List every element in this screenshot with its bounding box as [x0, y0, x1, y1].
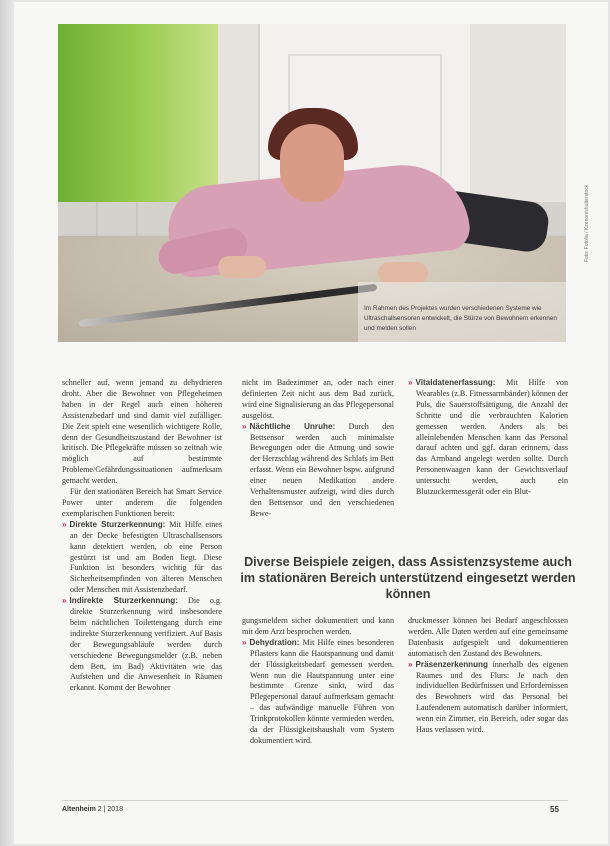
bullet-icon: » — [62, 519, 67, 529]
paragraph: druckmesser können bei Bedarf angeschlossen werden. Alle Daten werden auf eine gemeinsame Datenbasis aufgespielt und dokumentieren automatisch den Zustand des Bewohners. — [408, 616, 568, 658]
issue-number: 2 | 2018 — [97, 806, 123, 813]
photo-caption: Im Rahmen des Projektes wurden verschiedenen Systeme wie Ultraschallsensoren entwickelt, die Stürze von Bewohnern erkennen und melden sollen — [364, 305, 557, 332]
bullet-icon: » — [408, 378, 413, 387]
list-item-text: Mit Hilfe eines besonderen Pflasters kann die Hautspannung und damit der Flüssigkeitsbedarf gemessen werden. Wenn nun die Hautspannung unter eine bestimmte Grenze sinkt, wird das Pflegepersonal darauf aufmerksam gemacht – das aufwändige manuelle Führen von Trinkprotokollen könnte vermieden werden, da der Flüssigkeitshaushalt vom System dokumentiert wird. — [250, 637, 394, 745]
list-item-text: Mit Hilfe von Wearables (z.B. Fitnessarmbänder) können der Puls, die Sauerstoffsättigung, die Anzahl der Schritte und die verbrauchten Kalorien gemessen werden. Anders als bei alleinlebenden Menschen kann das Personal darauf achten und ggf. daran erinnern, dass das Armband angelegt werden sollte. Durch Personenwaagen kann der Gewichtsverlauf untersucht werden, auch ein Blutzuckermessgerät oder ein Blut- — [416, 378, 568, 497]
list-item-text: Durch den Bettsensor werden auch minimalste Bewegungen oder die Atmung und sowie der Herzschlag während des Schlafs im Bett erfasst. Wenn ein Bewohner bspw. aufgrund einer neuen Medikation andere Verhaltensmuster aufzeigt, wird dies durch den Bettsensor und den verschiedenen Bewe- — [250, 421, 394, 518]
paragraph: gungsmeldern sicher dokumentiert und kann mit dem Arzt besprochen werden. — [242, 616, 394, 636]
list-item — [242, 638, 394, 747]
paragraph: nicht im Badezimmer an, oder nach einer definierten Zeit nicht aus dem Bad zurück, wird eine Signalisierung an das Pflegepersonal ausgelöst. — [242, 378, 394, 420]
pull-quote: Diverse Beispiele zeigen, dass Assistenzsysteme auch im stationären Bereich unterstützend eingesetzt werden können — [240, 555, 576, 602]
page-binding-shadow — [0, 0, 14, 846]
list-item — [408, 660, 568, 736]
paragraph: Für den stationären Bereich hat Smart Service Power unter anderem die folgenden exemplarischen Funktionen bereit: — [62, 487, 222, 518]
page-number: 55 — [550, 805, 559, 814]
list-item-title: Dehydration: — [249, 637, 300, 647]
article-photo — [58, 24, 566, 342]
text-column-2-top — [242, 378, 394, 520]
text-column-3-bottom — [408, 616, 568, 736]
bullet-icon: » — [242, 637, 247, 647]
paragraph: schneller auf, wenn jemand zu dehydrieren droht. Aber die Bewohner von Pflegeheimen haben in der Regel auch einen höheren Assistenzbedarf und sind damit viel zufälliger. Die Zeit spielt eine wesentlich wichtigere Rolle, denn der Gesundheitszustand der Bewohner ist kritisch. Die Pflegekräfte müssen so zeitnah wie möglich auf bestimmte Probleme/Gefährdungssituationen aufmerksam gemacht werden. — [62, 378, 222, 486]
text-column-3-top — [408, 378, 568, 498]
list-item — [62, 596, 222, 694]
list-item-title: Präsenzerkennung — [415, 659, 488, 669]
list-item — [62, 520, 222, 596]
list-item-text: Die o.g. direkte Sturzerkennung wird insbesondere beim nächtlichen Toilettengang durch eine indirekte Sturzerkennung verifiziert. Auf Basis der Bewegungsabläufe werden durch verschiedene Bewegungsmelder (z.B. neben dem Bett, im Bad) Aktivitäten wie das Aufstehen und die Anwesenheit in Räumen erkannt. Kommt der Bewohner — [70, 596, 222, 693]
photo-woman-hand-right — [378, 262, 428, 284]
photo-woman-face — [280, 124, 344, 202]
list-item-text: Mit Hilfe eines an der Decke befestigten Ultraschallsensors kann detektiert werden, ob eine Person gestürzt ist und am Boden liegt. Diese Funktion ist besonders wichtig für das Sicherheitsempfinden von älteren Menschen oder Menschen mit Assistenzbedarf. — [70, 519, 222, 595]
footer-magazine — [62, 806, 123, 813]
bullet-icon: » — [62, 596, 67, 606]
list-item-title: Vitaldatenerfassung: — [415, 378, 496, 387]
text-column-1 — [62, 378, 222, 694]
photo-green-panel — [58, 24, 218, 202]
list-item-title: Nächtliche Unruhe: — [249, 421, 336, 431]
photo-woman-hand-left — [218, 256, 266, 278]
list-item-title: Direkte Sturzerkennung: — [69, 519, 166, 529]
bullet-icon: » — [242, 421, 247, 431]
photo-credit: Foto: Fotolia / Kzenon/shutterstock — [584, 184, 590, 262]
bullet-icon: » — [408, 659, 413, 669]
text-column-2-bottom — [242, 616, 394, 747]
list-item-title: Indirekte Sturzerkennung: — [69, 596, 178, 606]
list-item — [408, 378, 568, 498]
footer-divider — [62, 800, 568, 801]
list-item — [242, 422, 394, 520]
magazine-name: Altenheim — [62, 806, 96, 813]
list-item-text: innerhalb des eigenen Raumes und des Flurs: Je nach den individuellen Bedürfnissen und Erfordernissen des Bewohners wird das Personal bei Laufendenem automatisch darüber informiert, wenn ein Zimmer, ein Bereich, oder sogar das Haus verlassen wird. — [416, 659, 568, 735]
